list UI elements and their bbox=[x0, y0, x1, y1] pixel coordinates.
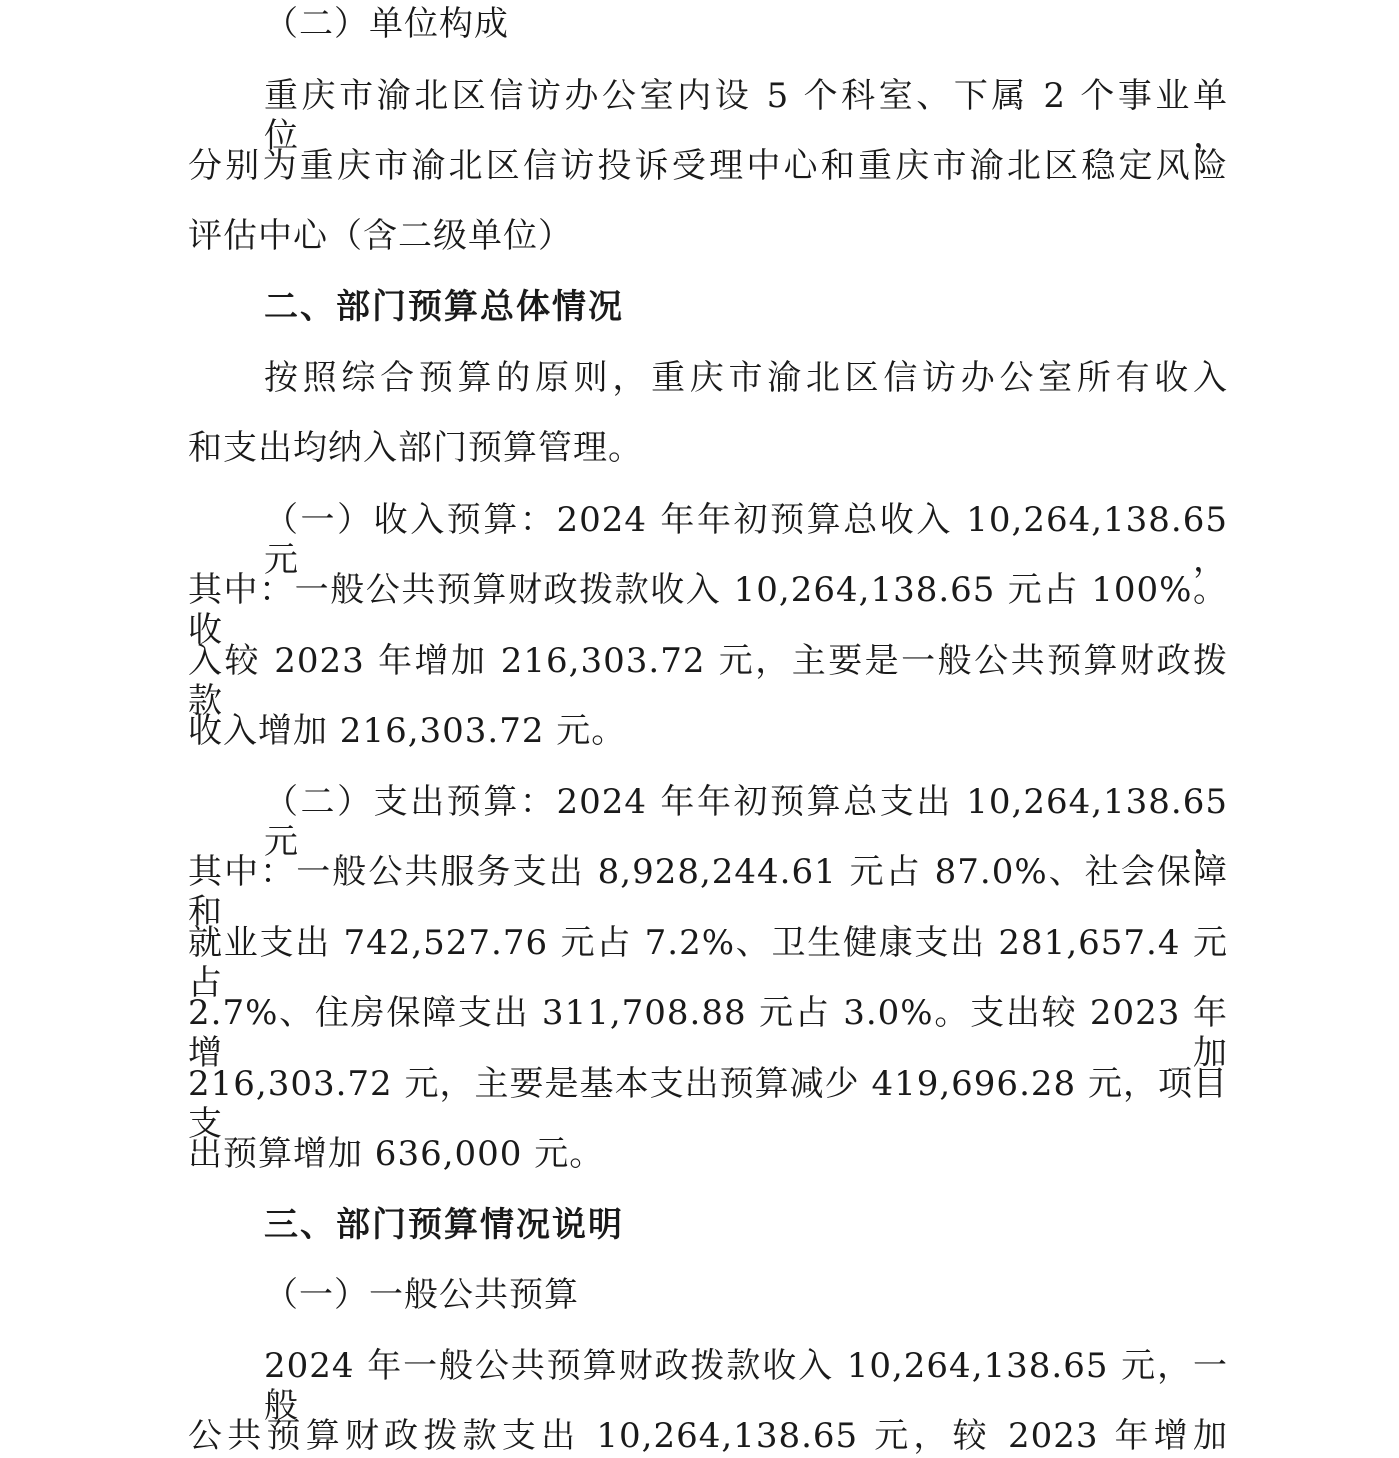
paragraph-line: 重庆市渝北区信访办公室内设 5 个科室、下属 2 个事业单位， bbox=[264, 76, 1228, 156]
expense-line: （二）支出预算：2024 年年初预算总支出 10,264,138.65 元， bbox=[264, 782, 1228, 862]
section-unit-heading: （二）单位构成 bbox=[264, 4, 509, 44]
paragraph-line: 和支出均纳入部门预算管理。 bbox=[188, 428, 643, 468]
income-line: （一）收入预算：2024 年年初预算总收入 10,264,138.65 元， bbox=[264, 500, 1228, 580]
expense-line: 就业支出 742,527.76 元占 7.2%、卫生健康支出 281,657.4 元占 bbox=[188, 923, 1228, 1003]
paragraph-line: 按照综合预算的原则，重庆市渝北区信访办公室所有收入 bbox=[264, 358, 1228, 398]
section-explain-heading: 三、部门预算情况说明 bbox=[264, 1205, 624, 1245]
expense-line: 216,303.72 元，主要是基本支出预算减少 419,696.28 元，项目支 bbox=[188, 1064, 1228, 1144]
section-explain-subheading: （一）一般公共预算 bbox=[264, 1275, 579, 1315]
expense-line: 出预算增加 636,000 元。 bbox=[188, 1134, 605, 1174]
expense-line: 其中：一般公共服务支出 8,928,244.61 元占 87.0%、社会保障和 bbox=[188, 852, 1228, 932]
expense-line: 2.7%、住房保障支出 311,708.88 元占 3.0%。支出较 2023 年增加 bbox=[188, 993, 1228, 1073]
income-line: 其中：一般公共预算财政拨款收入 10,264,138.65 元占 100%。收 bbox=[188, 570, 1228, 650]
paragraph-line: 分别为重庆市渝北区信访投诉受理中心和重庆市渝北区稳定风险 bbox=[188, 146, 1228, 186]
paragraph-line: 公共预算财政拨款支出 10,264,138.65 元，较 2023 年增加 bbox=[188, 1416, 1228, 1456]
paragraph-line: 2024 年一般公共预算财政拨款收入 10,264,138.65 元，一般 bbox=[264, 1346, 1228, 1426]
income-line: 入较 2023 年增加 216,303.72 元，主要是一般公共预算财政拨款 bbox=[188, 641, 1228, 721]
section-overall-heading: 二、部门预算总体情况 bbox=[264, 287, 624, 327]
paragraph-line: 评估中心（含二级单位） bbox=[188, 216, 573, 256]
income-line: 收入增加 216,303.72 元。 bbox=[188, 711, 627, 751]
